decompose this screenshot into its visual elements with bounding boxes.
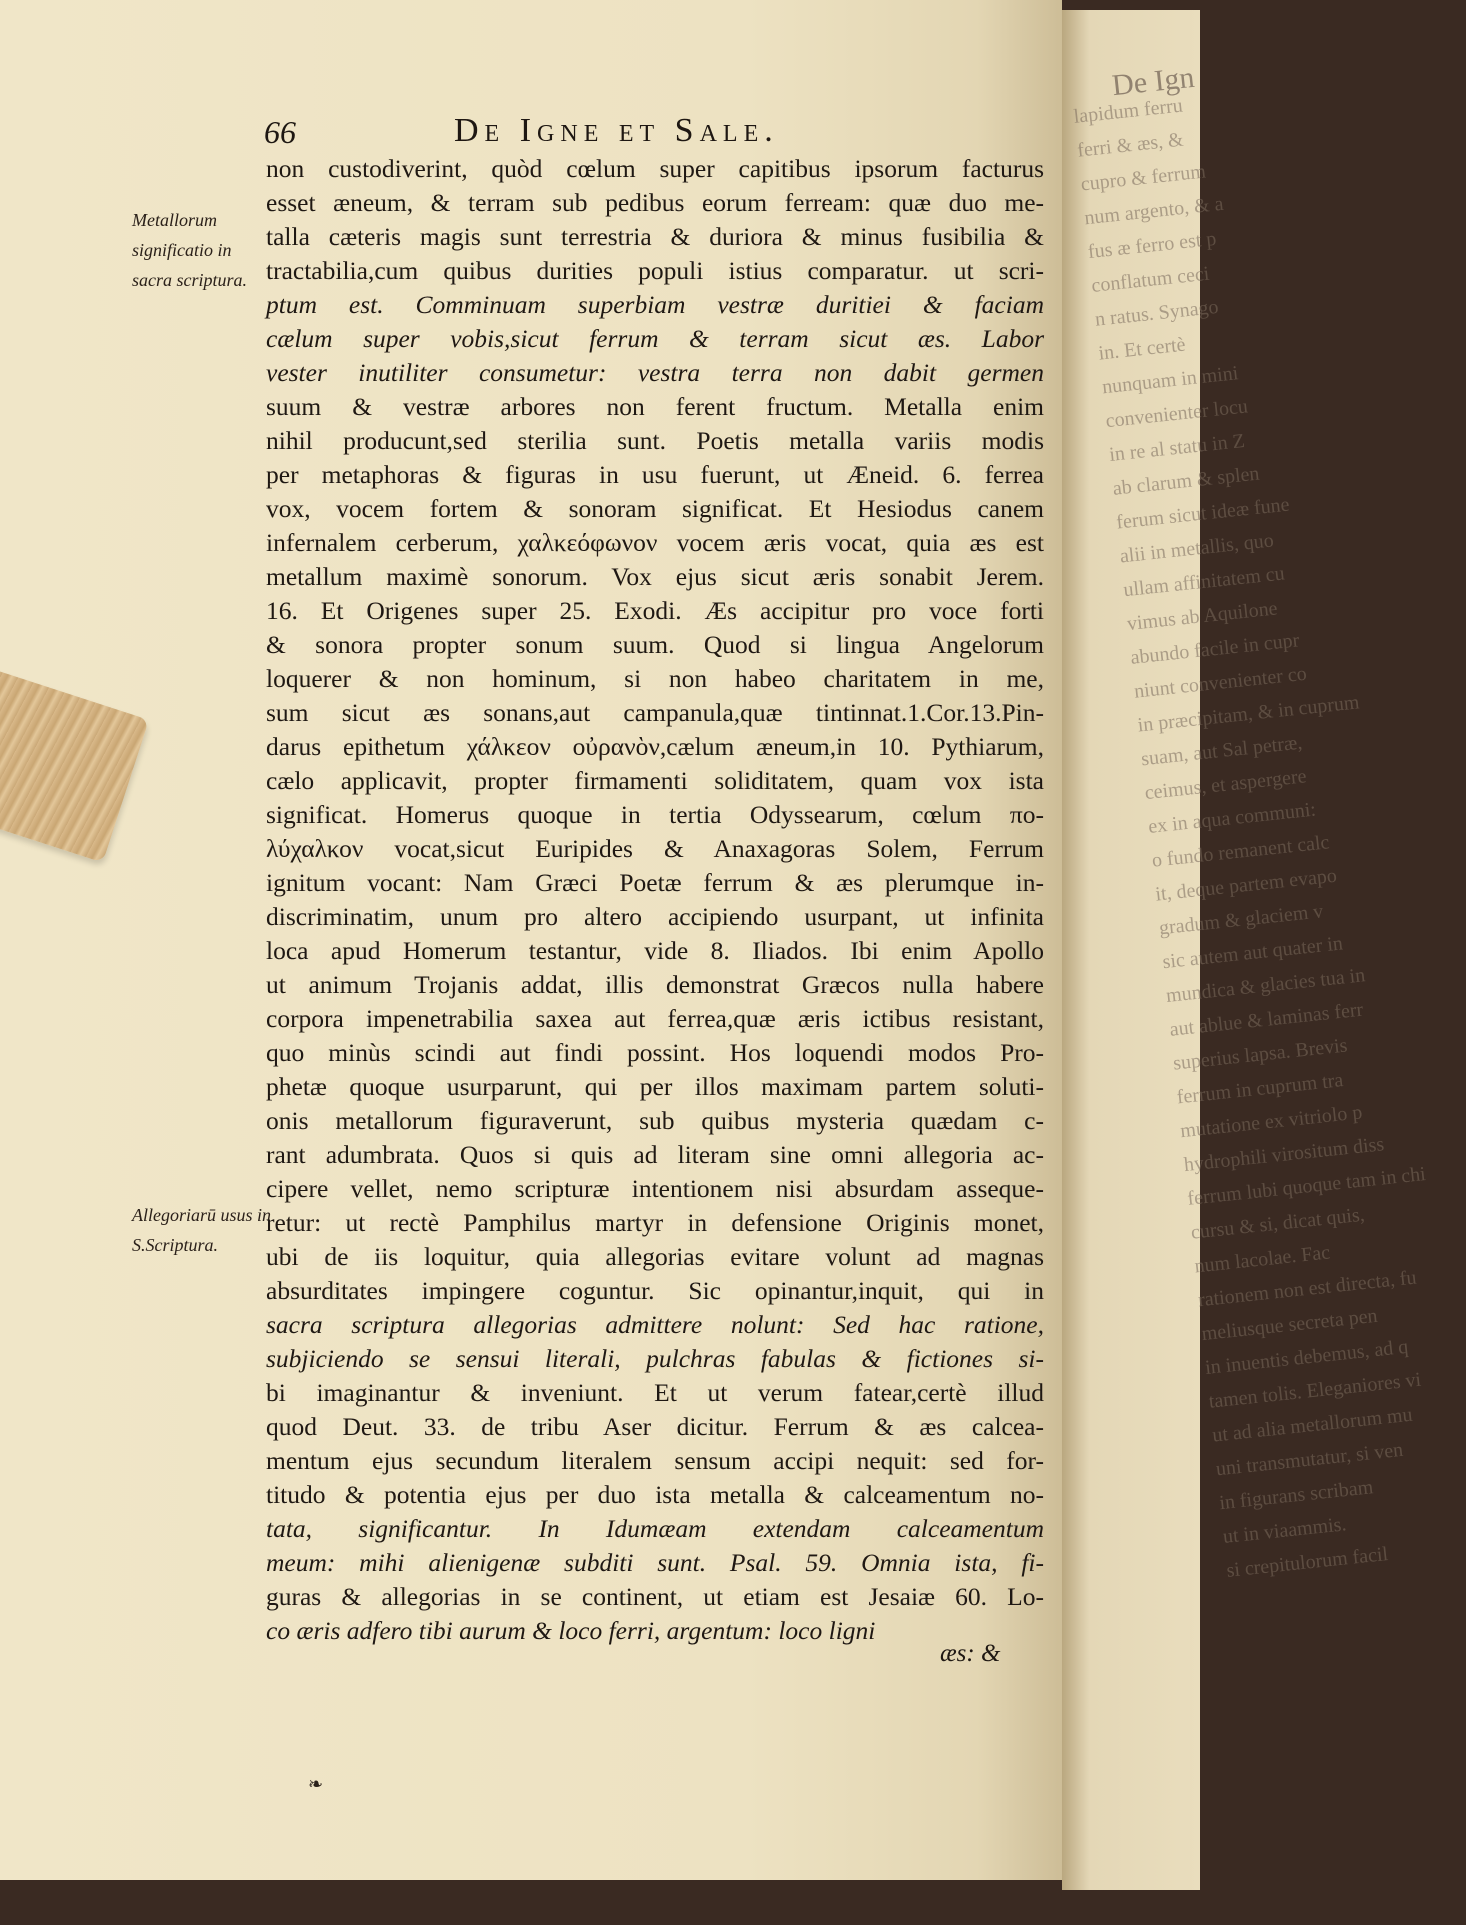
text-line: per metaphoras & figuras in usu fuerunt, ut Æneid. 6. ferrea	[266, 460, 1044, 489]
text-line: 16. Et Origenes super 25. Exodi. Æs accipitur pro voce forti	[266, 596, 1044, 625]
text-line: & sonora propter sonum suum. Quod si lingua Angelorum	[266, 630, 1044, 659]
text-line: ubi de iis loquitur, quia allegorias evitare volunt ad magnas	[266, 1242, 1044, 1271]
running-header	[264, 112, 1044, 156]
text-line: quod Deut. 33. de tribu Aser dicitur. Ferrum & æs calcea-	[266, 1412, 1044, 1441]
text-line: subjiciendo se sensui literali, pulchras fabulas & fictiones si-	[266, 1344, 1044, 1373]
facing-page-line: si crepitulorum facil	[1225, 1543, 1390, 1582]
text-line: vester inutiliter consumetur: vestra terra non dabit germen	[266, 358, 1044, 387]
facing-page-line: suam, aut Sal petræ,	[1140, 731, 1304, 771]
facing-page-text	[1072, 86, 1427, 1587]
facing-page-line: ferrum in cuprum tra	[1175, 1069, 1345, 1109]
facing-page-header: De Ign	[1110, 60, 1196, 103]
text-line: titudo & potentia ejus per duo ista metalla & calceamentum no-	[266, 1480, 1044, 1509]
facing-page-line: cursu & si, dicat quis,	[1189, 1203, 1366, 1244]
facing-page-line: ferrum lubi quoque tam in chi	[1186, 1162, 1427, 1210]
text-line: vox, vocem fortem & sonoram significat. Et Hesiodus canem	[266, 494, 1044, 523]
text-line: tata, significantur. In Idumæam extendam calceamentum	[266, 1514, 1044, 1543]
page-number: 66	[264, 114, 296, 150]
text-line: phetæ quoque usurparunt, qui per illos maximam partem soluti-	[266, 1072, 1044, 1101]
facing-page-edge	[1062, 10, 1427, 1890]
text-line: sacra scriptura allegorias admittere nolunt: Sed hac ratione,	[266, 1310, 1044, 1339]
text-line: talla cæteris magis sunt terrestria & duriora & minus fusibilia &	[266, 222, 1044, 251]
text-line: non custodiverint, quòd cœlum super capitibus ipsorum facturus	[266, 154, 1044, 183]
facing-page-line: in. Et certè	[1097, 333, 1187, 365]
facing-page-line: ferri & æs, &	[1076, 128, 1185, 162]
facing-page-line: tamen tolis. Eleganiores vi	[1207, 1368, 1423, 1413]
facing-page-line: mutatione ex vitriolo p	[1179, 1101, 1364, 1143]
facing-page-line: in præcipitam, & in cuprum	[1136, 691, 1361, 737]
body-text	[266, 152, 1044, 1648]
facing-page-line: in re al statu in Z	[1108, 429, 1246, 466]
facing-page-line: in figurans scribam	[1218, 1476, 1375, 1515]
printer-mark: ❧	[308, 1774, 324, 1794]
text-line: bi imaginantur & inveniunt. Et ut verum fatear,certè illud	[266, 1378, 1044, 1407]
facing-page-line: ferum sicut ideæ fune	[1115, 493, 1291, 534]
facing-page-line: ex in aqua communi:	[1147, 798, 1317, 838]
facing-page-line: conflatum ceci	[1090, 262, 1211, 297]
text-line: ptum est. Comminuam superbiam vestræ duritiei & faciam	[266, 290, 1044, 319]
facing-page-line: mundica & glacies tua in	[1165, 964, 1367, 1008]
facing-page-line: ullam affinitatem cu	[1122, 562, 1286, 602]
text-line: cælo applicavit, propter firmamenti soliditatem, quam vox ista	[266, 766, 1044, 795]
facing-page-line: ceimus, et aspergere	[1143, 765, 1308, 805]
text-line: suum & vestræ arbores non ferent fructum. Metalla enim	[266, 392, 1044, 421]
facing-page-line: convenienter locu	[1104, 395, 1249, 433]
text-line: cipere vellet, nemo scripturæ intentionem nisi absurdam asseque-	[266, 1174, 1044, 1203]
facing-page-line: ut ad alia metallorum mu	[1211, 1403, 1414, 1447]
text-line: λύχαλκον vocat,sicut Euripides & Anaxagoras Solem, Ferrum	[266, 834, 1044, 863]
facing-page-line: cupro & ferrum	[1079, 160, 1207, 196]
facing-page-line: sic autem aut quater in	[1161, 932, 1344, 974]
text-line: sum sicut æs sonans,aut campanula,quæ tintinnat.1.Cor.13.Pin-	[266, 698, 1044, 727]
facing-page-line: niunt convenienter co	[1133, 662, 1308, 703]
facing-page-line: aut ablue & laminas ferr	[1168, 998, 1365, 1041]
text-line: discriminatim, unum pro altero accipiendo usurpant, ut infinita	[266, 902, 1044, 931]
facing-page-line: o fundo remanent calc	[1150, 831, 1331, 872]
text-line: meum: mihi alienigenæ subditi sunt. Psal. 59. Omnia ista, fi-	[266, 1548, 1044, 1577]
text-line: rant adumbrata. Quos si quis ad literam sine omni allegoria ac-	[266, 1140, 1044, 1169]
text-line: corpora impenetrabilia saxea aut ferrea,quæ æris ictibus resistant,	[266, 1004, 1044, 1033]
facing-page-line: it, deque partem evapo	[1154, 864, 1338, 906]
text-line: quo minùs scindi aut findi possint. Hos loquendi modos Pro-	[266, 1038, 1044, 1067]
text-line: ut animum Trojanis addat, illis demonstrat Græcos nulla habere	[266, 970, 1044, 999]
text-line: onis metallorum figuraverunt, sub quibus mysteria quædam c-	[266, 1106, 1044, 1135]
text-line: darus epithetum χάλκεον οὐρανὸν,cælum æneum,in 10. Pythiarum,	[266, 732, 1044, 761]
facing-page-line: ut in viaammis.	[1221, 1513, 1348, 1549]
facing-page-line: lapidum ferru	[1072, 94, 1184, 128]
text-line: cælum super vobis,sicut ferrum & terram sicut æs. Labor	[266, 324, 1044, 353]
text-line: absurditates impingere coguntur. Sic opinantur,inquit, qui in	[266, 1276, 1044, 1305]
text-line: nihil producunt,sed sterilia sunt. Poetis metalla variis modis	[266, 426, 1044, 455]
facing-page-line: nunquam in mini	[1101, 362, 1240, 399]
running-title: De Igne et Sale.	[454, 112, 779, 149]
text-line: significat. Homerus quoque in tertia Odyssearum, cœlum πο-	[266, 800, 1044, 829]
text-line: loca apud Homerum testantur, vide 8. Iliados. Ibi enim Apollo	[266, 936, 1044, 965]
text-line: infernalem cerberum, χαλκεόφωνον vocem æris vocat, quia æs est	[266, 528, 1044, 557]
text-line: co æris adfero tibi aurum & loco ferri, argentum: loco ligni	[266, 1616, 876, 1645]
margin-note-allegoriarum: Allegoriarū usus in S.Scriptura.	[132, 1205, 272, 1255]
facing-page-line: abundo facile in cupr	[1129, 629, 1301, 669]
text-line: ignitum vocant: Nam Græci Poetæ ferrum & æs plerumque in-	[266, 868, 1044, 897]
facing-page-line: gradum & glaciem v	[1157, 900, 1325, 940]
facing-page-line: alii in metallis, quo	[1118, 529, 1275, 568]
text-line: guras & allegorias in se continent, ut etiam est Jesaiæ 60. Lo-	[266, 1582, 1044, 1611]
text-line: mentum ejus secundum literalem sensum accipi nequit: sed for-	[266, 1446, 1044, 1475]
facing-page-line: fus æ ferro est p	[1086, 227, 1218, 264]
facing-page-line: ab clarum & splen	[1111, 462, 1261, 500]
facing-page-line: superius lapsa. Brevis	[1172, 1034, 1349, 1075]
facing-page-line: meliusque secreta pen	[1200, 1304, 1379, 1346]
margin-note-metallorum: Metallorum significatio in sacra scriptura.	[132, 210, 248, 290]
facing-page-line: n ratus. Synago	[1093, 295, 1220, 331]
facing-page-line: uni transmutatur, si ven	[1214, 1438, 1405, 1481]
text-line: esset æneum, & terram sub pedibus eorum ferream: quæ duo me-	[266, 188, 1044, 217]
facing-page-line: num argento, & a	[1083, 192, 1225, 230]
text-line: retur: ut rectè Pamphilus martyr in defensione Originis monet,	[266, 1208, 1044, 1237]
catchword: æs: &	[940, 1640, 1001, 1667]
text-line: metallum maximè sonorum. Vox ejus sicut æris sonabit Jerem.	[266, 562, 1044, 591]
facing-page-line: vimus ab Aquilone	[1125, 597, 1279, 636]
facing-page-line: num lacolae. Fac	[1193, 1241, 1332, 1278]
text-line: loquerer & non hominum, si non habeo charitatem in me,	[266, 664, 1044, 693]
facing-page-line: in inuentis debemus, ad q	[1204, 1335, 1410, 1379]
text-line: tractabilia,cum quibus durities populi istius comparatur. ut scri-	[266, 256, 1044, 285]
facing-page-line: rationem non est directa, fu	[1197, 1266, 1418, 1312]
facing-page-line: hydrophili virositum diss	[1182, 1133, 1386, 1177]
